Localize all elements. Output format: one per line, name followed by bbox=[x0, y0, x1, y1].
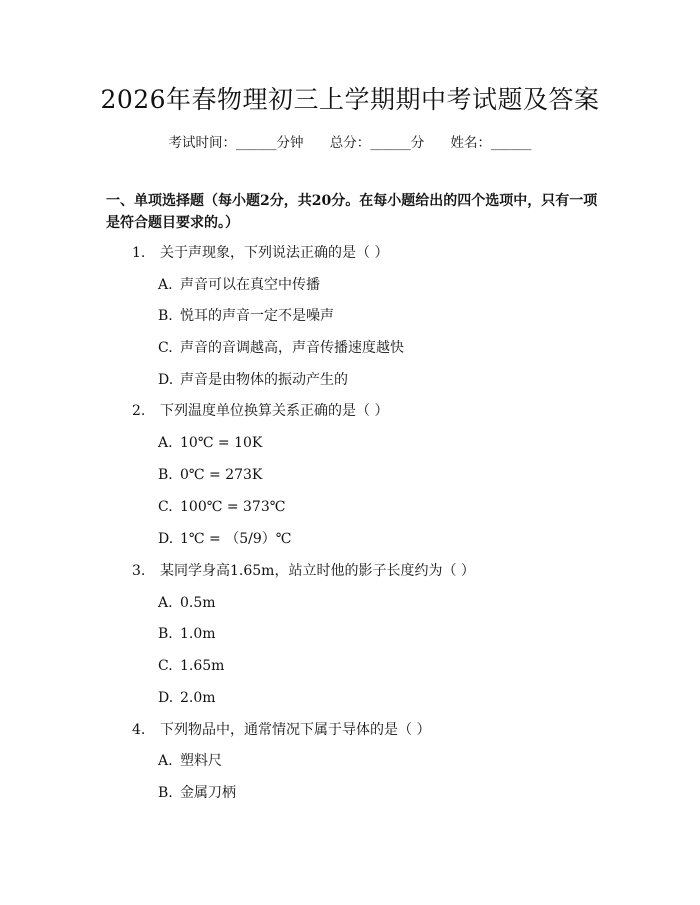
question-4 bbox=[132, 720, 430, 740]
option-text: 声音可以在真空中传播 bbox=[180, 277, 320, 293]
question-text: 某同学身高1.65m，站立时他的影子长度约为（ ） bbox=[160, 563, 475, 579]
option-text: 1.65m bbox=[180, 658, 225, 674]
exam-name-field: 姓名：______ bbox=[450, 135, 532, 151]
option-text: 1℃ = （5/9）℃ bbox=[180, 531, 292, 547]
option-letter: D. bbox=[158, 531, 174, 547]
option-letter: D. bbox=[158, 372, 174, 388]
option-2c bbox=[158, 497, 285, 517]
question-2 bbox=[132, 401, 388, 421]
option-letter: A. bbox=[158, 435, 173, 451]
option-4a bbox=[158, 751, 222, 771]
option-2d bbox=[158, 529, 291, 549]
option-text: 声音是由物体的振动产生的 bbox=[180, 372, 348, 388]
exam-time-field: 考试时间：______分钟 bbox=[168, 135, 304, 151]
option-text: 声音的音调越高，声音传播速度越快 bbox=[180, 340, 404, 356]
option-2a bbox=[158, 433, 262, 453]
option-text: 0.5m bbox=[180, 595, 216, 611]
option-2b bbox=[158, 465, 262, 485]
question-number: 3. bbox=[132, 563, 146, 579]
question-number: 1. bbox=[132, 245, 146, 261]
option-1d bbox=[158, 370, 348, 390]
option-letter: B. bbox=[158, 467, 173, 483]
option-text: 0℃ = 273K bbox=[180, 467, 263, 483]
option-3b bbox=[158, 624, 216, 644]
option-text: 金属刀柄 bbox=[180, 785, 236, 801]
option-letter: D. bbox=[158, 690, 174, 706]
question-text: 下列温度单位换算关系正确的是（ ） bbox=[160, 403, 389, 419]
option-letter: C. bbox=[158, 499, 173, 515]
option-1b bbox=[158, 306, 334, 326]
option-letter: A. bbox=[158, 595, 173, 611]
option-text: 100℃ = 373℃ bbox=[180, 499, 286, 515]
question-number: 2. bbox=[132, 403, 146, 419]
option-4b bbox=[158, 783, 236, 803]
exam-score-field: 总分：______分 bbox=[329, 135, 425, 151]
option-letter: C. bbox=[158, 340, 173, 356]
option-text: 2.0m bbox=[180, 690, 216, 706]
option-1c bbox=[158, 338, 404, 358]
question-text: 关于声现象，下列说法正确的是（ ） bbox=[160, 245, 389, 261]
question-1 bbox=[132, 243, 388, 263]
exam-meta bbox=[0, 131, 700, 151]
question-3 bbox=[132, 561, 475, 581]
option-letter: B. bbox=[158, 785, 173, 801]
option-letter: B. bbox=[158, 308, 173, 324]
section-heading: 一、单项选择题（每小题2分，共20分。在每小题给出的四个选项中，只有一项是符合题目要求的。） bbox=[106, 193, 598, 231]
option-letter: A. bbox=[158, 277, 173, 293]
option-text: 悦耳的声音一定不是噪声 bbox=[180, 308, 334, 324]
option-3d bbox=[158, 688, 216, 708]
question-text: 下列物品中，通常情况下属于导体的是（ ） bbox=[160, 722, 431, 738]
option-1a bbox=[158, 275, 320, 295]
question-number: 4. bbox=[132, 722, 146, 738]
page-title: 2026年春物理初三上学期期中考试题及答案 bbox=[100, 85, 600, 114]
option-3c bbox=[158, 656, 224, 676]
option-text: 1.0m bbox=[180, 626, 216, 642]
option-text: 塑料尺 bbox=[180, 753, 222, 769]
option-letter: A. bbox=[158, 753, 173, 769]
option-letter: C. bbox=[158, 658, 173, 674]
option-text: 10℃ = 10K bbox=[180, 435, 263, 451]
option-letter: B. bbox=[158, 626, 173, 642]
option-3a bbox=[158, 593, 216, 613]
